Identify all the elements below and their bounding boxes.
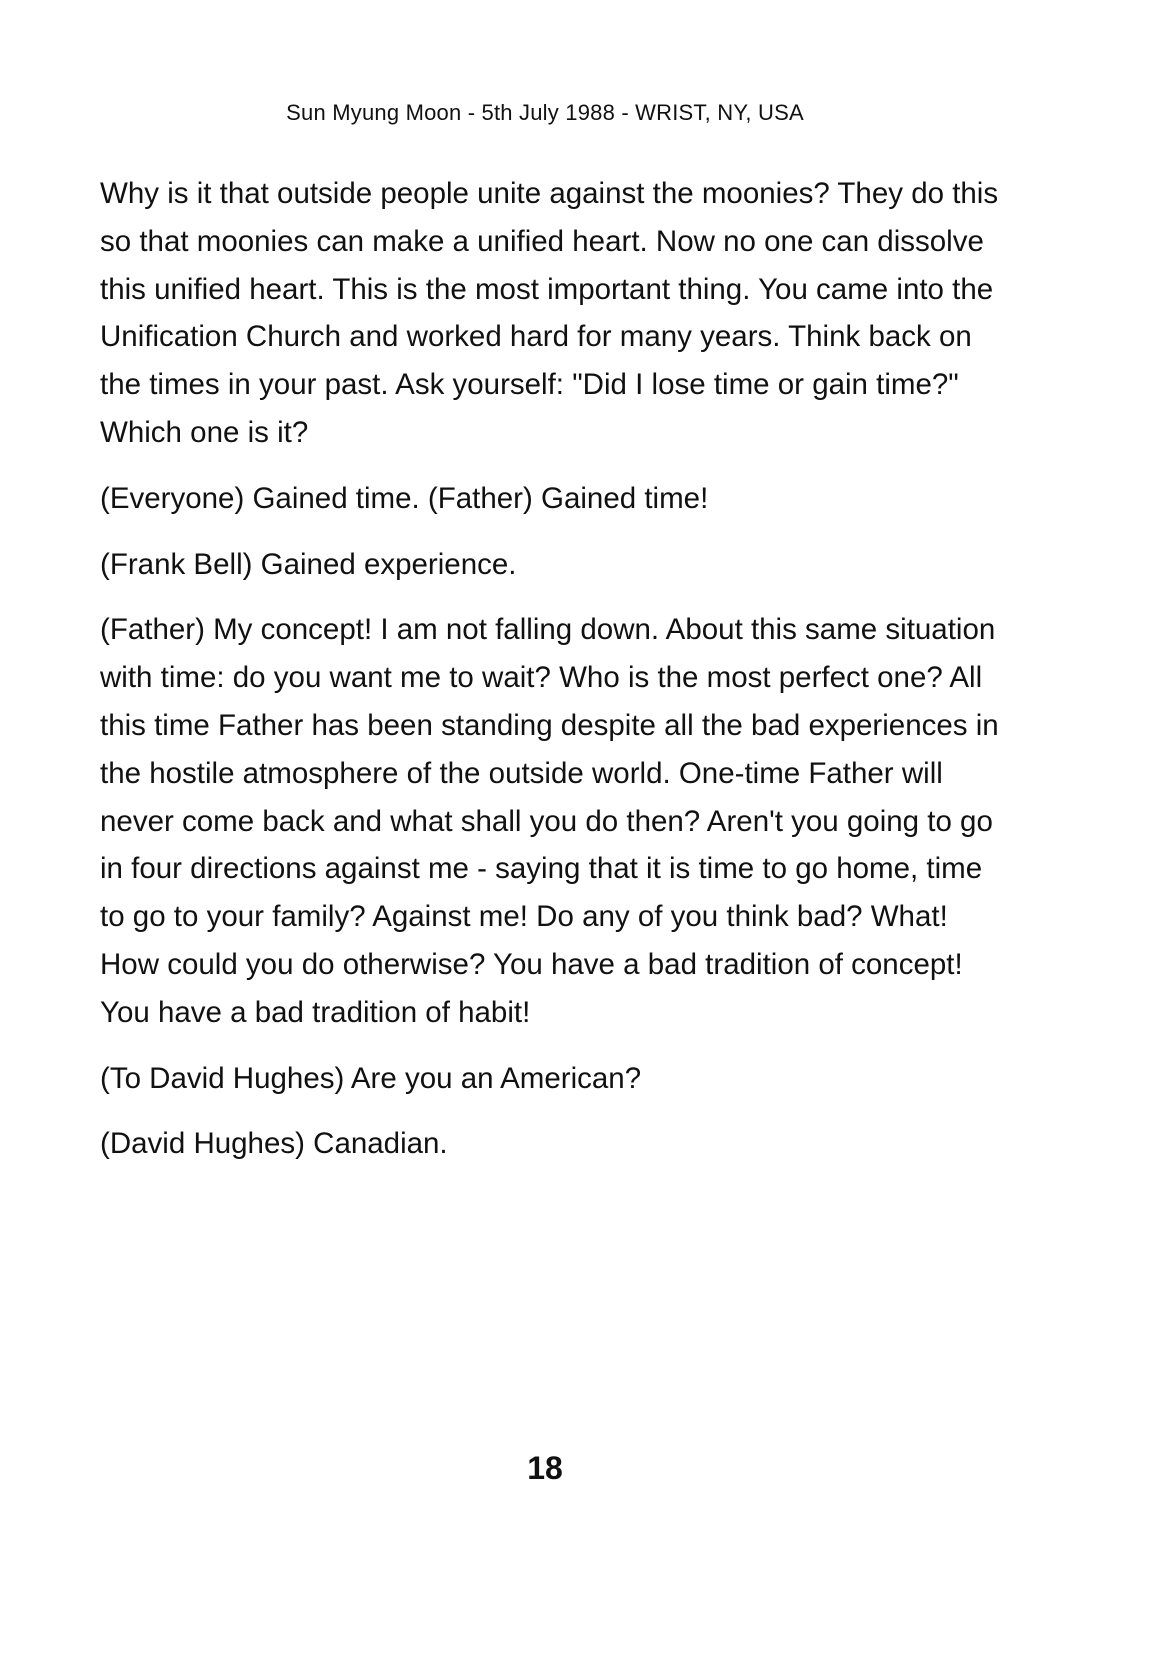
running-header: Sun Myung Moon - 5th July 1988 - WRIST, NY, USA <box>286 100 804 125</box>
paragraph: (Father) My concept! I am not falling down. About this same situation with time: do you want me to wait? Who is the most perfect one? All this time Father has been standing despite all the bad experiences in the hostile atmosphere of the outside world. One-time Father will never come back and what shall you do then? Aren't you going to go in four directions against me - saying that it is time to go home, time to go to your family? Against me! Do any of you think bad? What! How could you do otherwise? You have a bad tradition of concept! You have a bad tradition of habit! <box>100 613 999 1029</box>
paragraph: (Everyone) Gained time. (Father) Gained time! <box>100 481 709 515</box>
body-text <box>100 170 1000 1186</box>
page-number: 18 <box>527 1450 563 1486</box>
paragraph: (Frank Bell) Gained experience. <box>100 547 517 581</box>
paragraph: (David Hughes) Canadian. <box>100 1127 448 1161</box>
paragraph: (To David Hughes) Are you an American? <box>100 1061 642 1095</box>
paragraph: Why is it that outside people unite against the moonies? They do this so that moonies can make a unified heart. Now no one can dissolve this unified heart. This is the most important thing. You came into the Unification Church and worked hard for many years. Think back on the times in your past. Ask yourself: "Did I lose time or gain time?" Which one is it? <box>100 177 999 449</box>
